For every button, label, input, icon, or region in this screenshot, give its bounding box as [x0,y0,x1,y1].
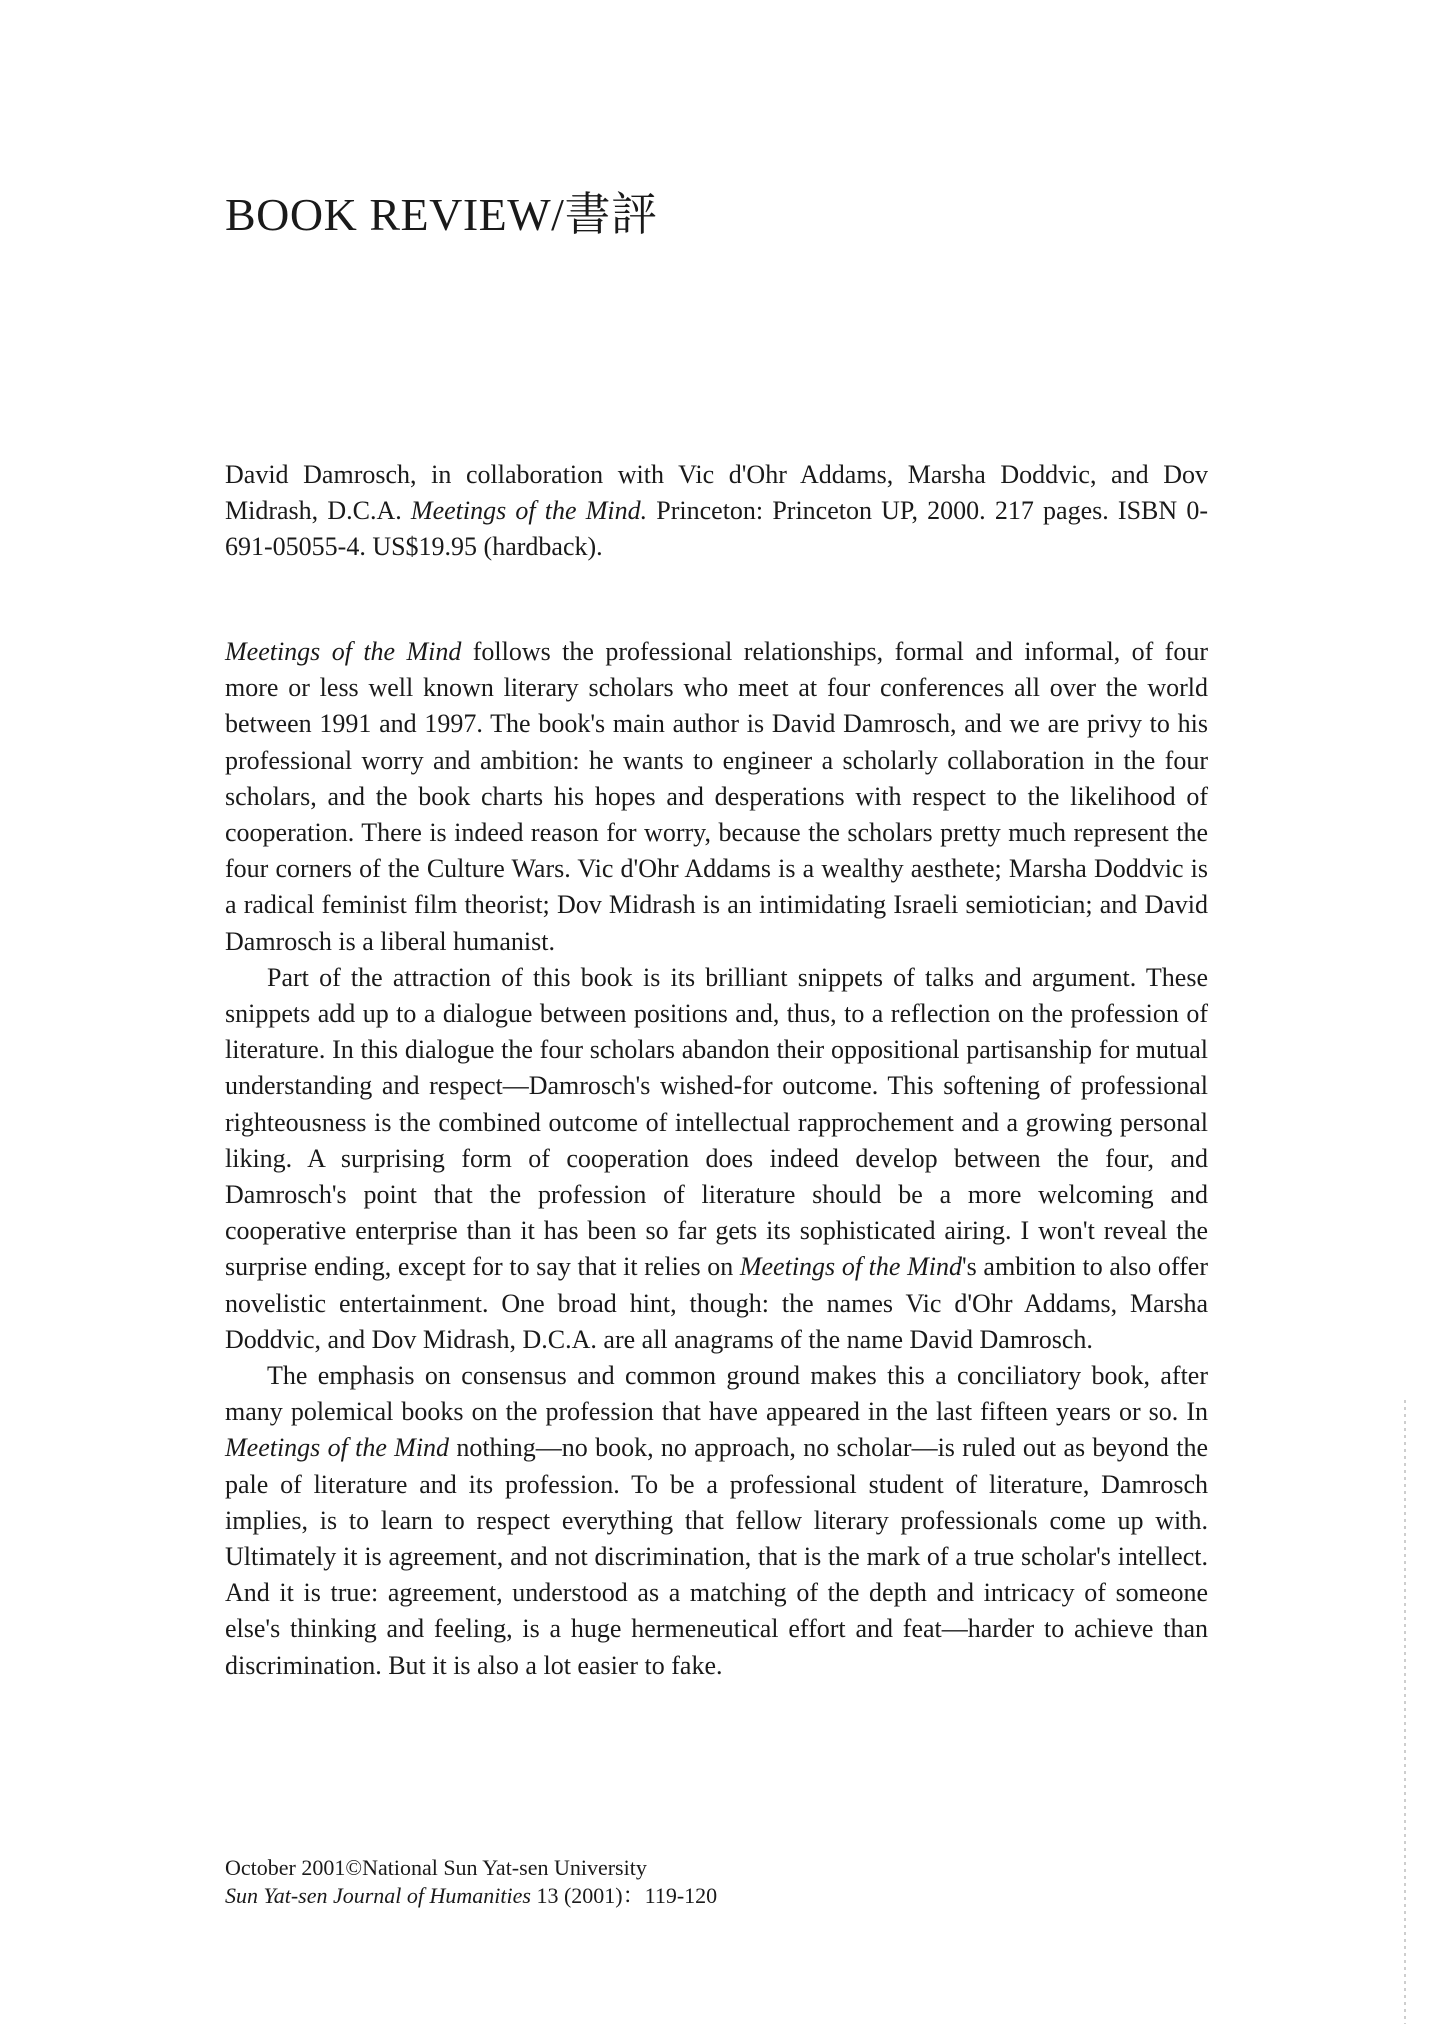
scan-edge-artifact [1404,1400,1406,2024]
book-title-mention: Meetings of the Mind [225,1433,450,1463]
copyright-line: October 2001©National Sun Yat-sen University [225,1855,647,1880]
citation-publication-details: Princeton: Princeton UP, 2000. 217 pages. ISBN 0-691-05055-4. US$19.95 (hardback). [225,496,1208,561]
journal-volume-pages: 13 (2001)：119-120 [530,1883,718,1908]
review-body [225,634,1208,1684]
page-footer [225,1854,1208,1910]
review-paragraph-2 [225,960,1208,1358]
page-heading: BOOK REVIEW/書評 [225,189,658,240]
review-paragraph-3 [225,1358,1208,1684]
paragraph-text: The emphasis on consensus and common ground makes this a conciliatory book, after many polemical books on the profession that have appeared in the last fifteen years or so. In [225,1361,1208,1427]
paragraph-text: nothing—no book, no approach, no scholar—is ruled out as beyond the pale of literature and its profession. To be a professional student of literature, Damrosch implies, is to learn to respect everything that fellow literary professionals come up with. Ultimately it is agreement, and not discrimination, that is the mark of a true scholar's intellect. And it is true: agreement, understood as a matching of the depth and intricacy of someone else's thinking and feeling, is a huge hermeneutical effort and feat—harder to achieve than discrimination. But it is also a lot easier to fake. [225,1433,1208,1680]
book-citation [225,457,1208,565]
journal-citation [225,1882,1208,1910]
paragraph-text: Part of the attraction of this book is its brilliant snippets of talks and argument. These snippets add up to a dialogue between positions and, thus, to a reflection on the profession of literature. In this dialogue the four scholars abandon their oppositional partisanship for mutual understanding and respect—Damrosch's wished-for outcome. This softening of professional righteousness is the combined outcome of intellectual rapprochement and a growing personal liking. A surprising form of cooperation does indeed develop between the four, and Damrosch's point that the profession of literature should be a more welcoming and cooperative enterprise than it has been so far gets its sophisticated airing. I won't reveal the surprise ending, except for to say that it relies on [225,962,1208,1282]
journal-title: Sun Yat-sen Journal of Humanities [225,1883,531,1908]
book-title-mention: Meetings of the Mind [739,1252,962,1282]
book-title-mention: Meetings of the Mind [225,637,462,666]
review-paragraph-1 [225,634,1208,960]
citation-book-title: Meetings of the Mind. [410,496,648,525]
citation-authors: David Damrosch, in collaboration with Vic d'Ohr Addams, Marsha Doddvic, and Dov Midrash, D.C.A. [225,460,1208,525]
paragraph-text: follows the professional relationships, formal and informal, of four more or less well known literary scholars who meet at four conferences all over the world between 1991 and 1997. The book's main author is David Damrosch, and we are privy to his professional worry and ambition: he wants to engineer a scholarly collaboration in the four scholars, and the book charts his hopes and desperations with respect to the likelihood of cooperation. There is indeed reason for worry, because the scholars pretty much represent the four corners of the Culture Wars. Vic d'Ohr Addams is a wealthy aesthete; Marsha Doddvic is a radical feminist film theorist; Dov Midrash is an intimidating Israeli semiotician; and David Damrosch is a liberal humanist. [225,637,1208,956]
paragraph-text: 's ambition to also offer novelistic entertainment. One broad hint, though: the names Vic d'Ohr Addams, Marsha Doddvic, and Dov Midrash, D.C.A. are all anagrams of the name David Damrosch. [225,1252,1208,1354]
